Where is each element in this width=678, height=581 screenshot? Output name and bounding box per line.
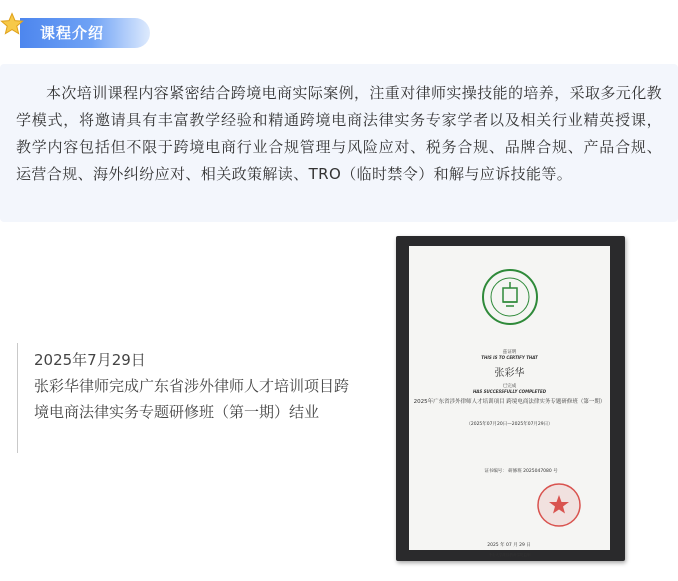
cert-issue-date: 2025 年 07 月 29 日 bbox=[487, 543, 531, 548]
cert-program: 2025年广东省涉外律师人才培训项目 跨境电商法律实务专题研修班（第一期） bbox=[413, 399, 606, 405]
university-seal-icon bbox=[481, 268, 539, 326]
intro-text: 本次培训课程内容紧密结合跨境电商实际案例，注重对律师实操技能的培养，采取多元化教学模式，将邀请具有丰富教学经验和精通跨境电商法律实务专家学者以及相关行业精英授课，教学内容包括但不限于跨境电商行业合规管理与风险应对、税务合规、品牌合规、产品合规、运营合规、海外纠纷应对、相关政策解读、TRO（临时禁令）和解与应诉技能等。 bbox=[16, 84, 663, 183]
section-header bbox=[0, 6, 160, 46]
cert-footer: 中山大学继续教育学院监制 bbox=[488, 553, 531, 557]
red-seal-icon bbox=[536, 482, 582, 528]
cert-line-5: HAS SUCCESSFULLY COMPLETED bbox=[472, 389, 547, 394]
caption-date: 2025年7月29日 bbox=[34, 351, 146, 369]
star-icon bbox=[0, 12, 24, 36]
cert-line-2: THIS IS TO CERTIFY THAT bbox=[481, 355, 538, 360]
cert-line-4: 已完成 bbox=[502, 384, 517, 389]
caption-description: 张彩华律师完成广东省涉外律师人才培训项目跨境电商法律实务专题研修班（第一期）结业 bbox=[34, 377, 350, 421]
intro-box bbox=[0, 64, 678, 222]
certificate-photo bbox=[396, 236, 625, 561]
photo-caption bbox=[17, 343, 357, 453]
cert-line-1: 兹证明 bbox=[502, 350, 517, 355]
cert-name: 张彩华 bbox=[494, 368, 525, 379]
cert-number: 证书编号： 研修班 2025047080 号 bbox=[484, 469, 558, 474]
certificate-paper bbox=[409, 246, 610, 557]
cert-period: （2025年07月20日—2025年07月29日） bbox=[466, 422, 553, 427]
section-title: 课程介绍 bbox=[20, 18, 150, 48]
